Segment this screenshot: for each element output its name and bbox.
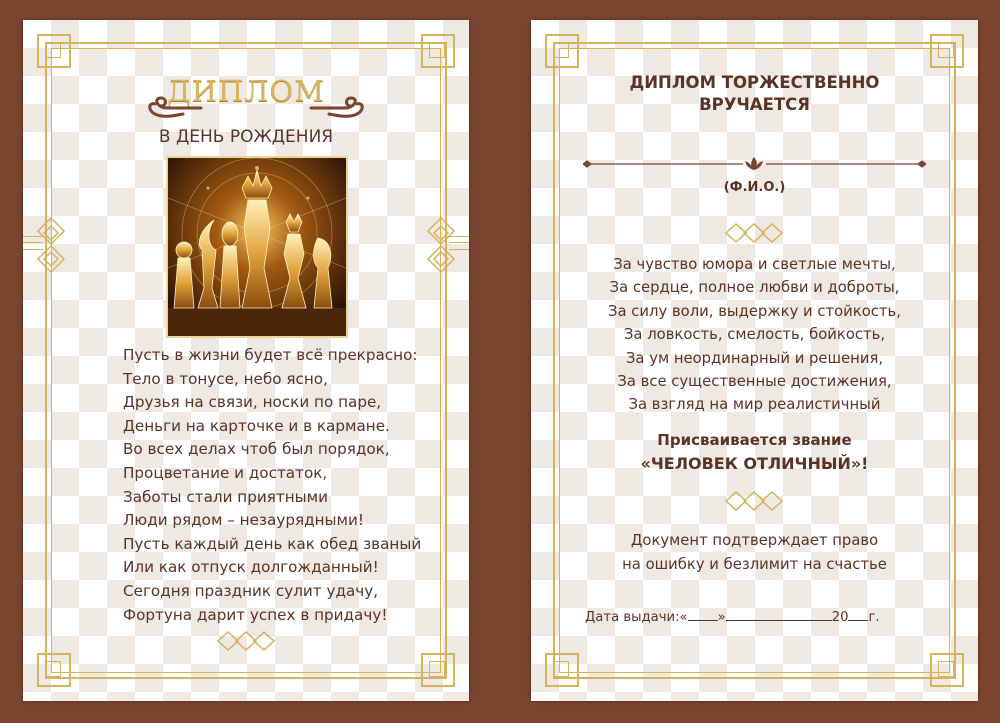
award-title: «ЧЕЛОВЕК ОТЛИЧНЫЙ»! <box>640 454 869 473</box>
merits-list <box>531 253 978 417</box>
scroll-ornament-icon <box>143 94 203 120</box>
merit-line: За сердце, полное любви и доброты, <box>609 279 900 297</box>
diploma-subtitle: В ДЕНЬ РОЖДЕНИЯ <box>158 127 334 147</box>
celtic-knot-icon <box>36 216 66 274</box>
birthday-poem <box>123 344 421 627</box>
recipient-name-placeholder: (Ф.И.О.) <box>723 180 786 195</box>
poem-line: Или как отпуск долгожданный! <box>123 558 379 577</box>
document-note-line1: Документ подтверждает право <box>630 532 879 549</box>
chess-image <box>166 156 348 338</box>
day-blank <box>688 608 718 621</box>
poem-line: Во всех делах чтоб был порядок, <box>123 440 390 459</box>
corner-ornament-icon <box>37 34 71 68</box>
award-line: Присваивается звание <box>657 431 852 449</box>
year-blank <box>848 608 868 621</box>
poem-line: Люди рядом – незаурядными! <box>123 511 364 530</box>
merit-line: За ловкость, смелость, бойкость, <box>623 326 886 344</box>
scroll-ornament-icon <box>309 94 369 120</box>
date-close-quote: » <box>717 610 726 625</box>
poem-line: Друзья на связи, носки по паре, <box>123 393 382 412</box>
merit-line: За все существенные достижения, <box>617 373 892 391</box>
issue-date-label: Дата выдачи: <box>585 610 680 625</box>
poem-line: Заботы стали приятными <box>123 487 328 506</box>
poem-line: Деньги на карточке и в кармане. <box>123 416 390 435</box>
diploma-right-page <box>531 20 978 701</box>
corner-ornament-icon <box>421 653 455 687</box>
document-note <box>531 529 978 577</box>
date-open-quote: « <box>679 610 688 625</box>
poem-line: Сегодня праздник сулит удачу, <box>123 581 379 600</box>
award-heading <box>531 72 978 116</box>
poem-line: Пусть в жизни будет всё прекрасно: <box>123 346 418 364</box>
lotus-divider-icon <box>583 156 926 172</box>
merit-line: За ум неординарный и решения, <box>625 349 884 367</box>
merit-line: За взгляд на мир реалистичный <box>628 396 881 414</box>
year-suffix: г. <box>868 610 880 625</box>
corner-ornament-icon <box>930 653 964 687</box>
award-heading-line2: ВРУЧАЕТСЯ <box>699 95 810 114</box>
celtic-knot-icon <box>426 216 456 274</box>
corner-ornament-icon <box>930 34 964 68</box>
corner-ornament-icon <box>545 34 579 68</box>
poem-line: Тело в тонусе, небо ясно, <box>123 369 328 388</box>
diploma-title: ДИПЛОМ <box>167 74 325 108</box>
celtic-knot-icon <box>724 222 784 244</box>
corner-ornament-icon <box>545 653 579 687</box>
corner-ornament-icon <box>421 34 455 68</box>
award-heading-line1: ДИПЛОМ ТОРЖЕСТВЕННО <box>629 73 880 92</box>
year-prefix: 20 <box>831 610 849 625</box>
issue-date-row <box>585 608 880 625</box>
poem-line: Фортуна дарит успех в придачу! <box>123 605 388 624</box>
month-blank <box>726 608 832 621</box>
celtic-knot-icon <box>216 630 276 652</box>
document-note-line2: на ошибку и безлимит на счастье <box>622 556 887 573</box>
celtic-knot-icon <box>724 490 784 512</box>
poem-line: Пусть каждый день как обед званый <box>123 534 422 553</box>
corner-ornament-icon <box>37 653 71 687</box>
merit-line: За силу воли, выдержку и стойкость, <box>608 302 901 320</box>
poem-line: Процветание и достаток, <box>123 463 328 482</box>
diploma-left-page <box>23 20 469 701</box>
merit-line: За чувство юмора и светлые мечты, <box>613 256 896 273</box>
golden-chess-pieces-icon <box>168 158 346 336</box>
